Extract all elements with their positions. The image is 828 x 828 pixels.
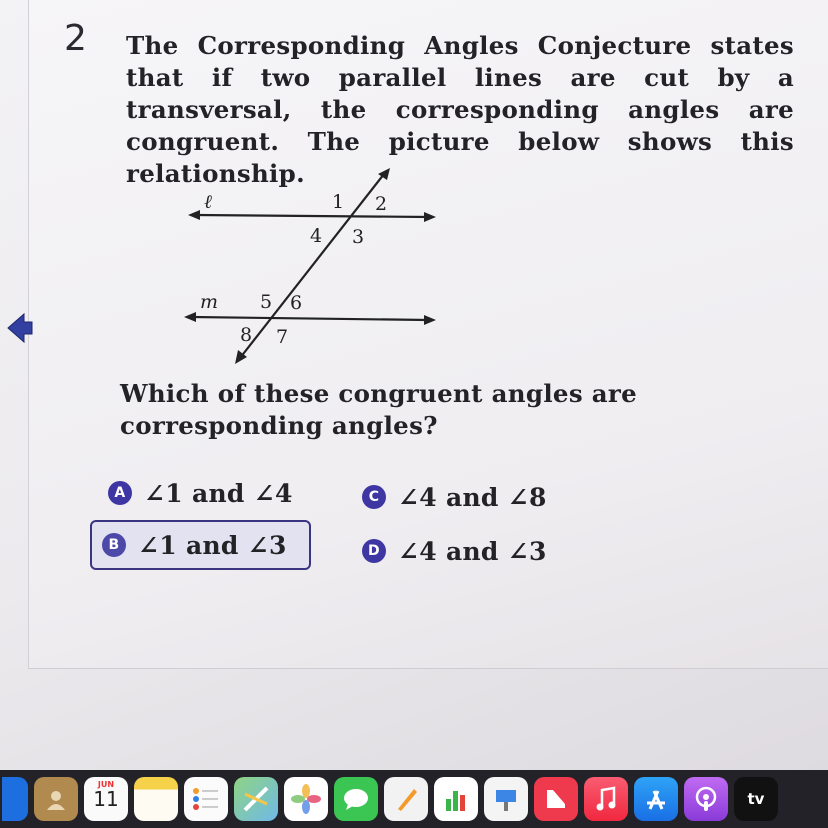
question-number: 2 (64, 18, 87, 59)
choice-b[interactable] (90, 520, 311, 570)
choice-d-text: ∠4 and ∠3 (398, 536, 547, 566)
choice-c[interactable] (352, 474, 557, 520)
angle-label-1: 1 (332, 191, 345, 213)
angle-label-6: 6 (290, 292, 303, 314)
choice-d[interactable] (352, 528, 557, 574)
numbers-icon[interactable] (434, 777, 478, 821)
music-icon[interactable] (584, 777, 628, 821)
parallel-lines-figure (180, 160, 450, 370)
angle-label-4: 4 (310, 225, 323, 247)
calendar-day: 11 (93, 787, 119, 811)
contacts-icon[interactable] (34, 777, 78, 821)
line-m (192, 317, 428, 320)
dock (0, 770, 828, 828)
question-ask: Which of these congruent angles are corresponding angles? (120, 379, 638, 440)
calendar-month: JUN (97, 780, 115, 789)
keynote-icon[interactable] (484, 777, 528, 821)
messages-icon[interactable] (334, 777, 378, 821)
choice-b-text: ∠1 and ∠3 (138, 530, 287, 560)
label-line-m: m (200, 291, 219, 313)
angle-label-2: 2 (375, 193, 388, 215)
maps-icon[interactable] (234, 777, 278, 821)
choice-c-text: ∠4 and ∠8 (398, 482, 547, 512)
angle-label-8: 8 (240, 324, 253, 346)
app-store-icon[interactable] (634, 777, 678, 821)
choice-a-badge: A (108, 481, 132, 505)
partial-app-icon[interactable] (2, 777, 28, 821)
angle-label-5: 5 (260, 291, 273, 313)
notes-icon[interactable] (134, 777, 178, 821)
choice-a-text: ∠1 and ∠4 (144, 478, 293, 508)
apple-tv-label: tv (747, 790, 765, 808)
arrowhead-l-left (188, 210, 200, 220)
arrowhead-m-left (184, 312, 196, 322)
calendar-icon[interactable] (84, 777, 128, 821)
angle-label-7: 7 (276, 326, 289, 348)
arrowhead-m-right (424, 315, 436, 325)
photos-icon[interactable] (284, 777, 328, 821)
news-icon[interactable] (534, 777, 578, 821)
choice-b-badge: B (102, 533, 126, 557)
choice-a[interactable] (98, 470, 303, 516)
back-arrow-icon[interactable] (6, 310, 34, 346)
question-prompt: The Corresponding Angles Conjecture states that if two parallel lines are cut by a transversal, the corresponding angles are congruent. The picture below shows this relationship. (126, 31, 794, 188)
pages-icon[interactable] (384, 777, 428, 821)
apple-tv-icon[interactable] (734, 777, 778, 821)
arrowhead-l-right (424, 212, 436, 222)
line-l (196, 215, 430, 217)
transversal (240, 174, 384, 358)
choice-d-badge: D (362, 539, 386, 563)
label-line-l: ℓ (204, 191, 212, 213)
choice-c-badge: C (362, 485, 386, 509)
angle-label-3: 3 (352, 226, 365, 248)
reminders-icon[interactable] (184, 777, 228, 821)
podcasts-icon[interactable] (684, 777, 728, 821)
